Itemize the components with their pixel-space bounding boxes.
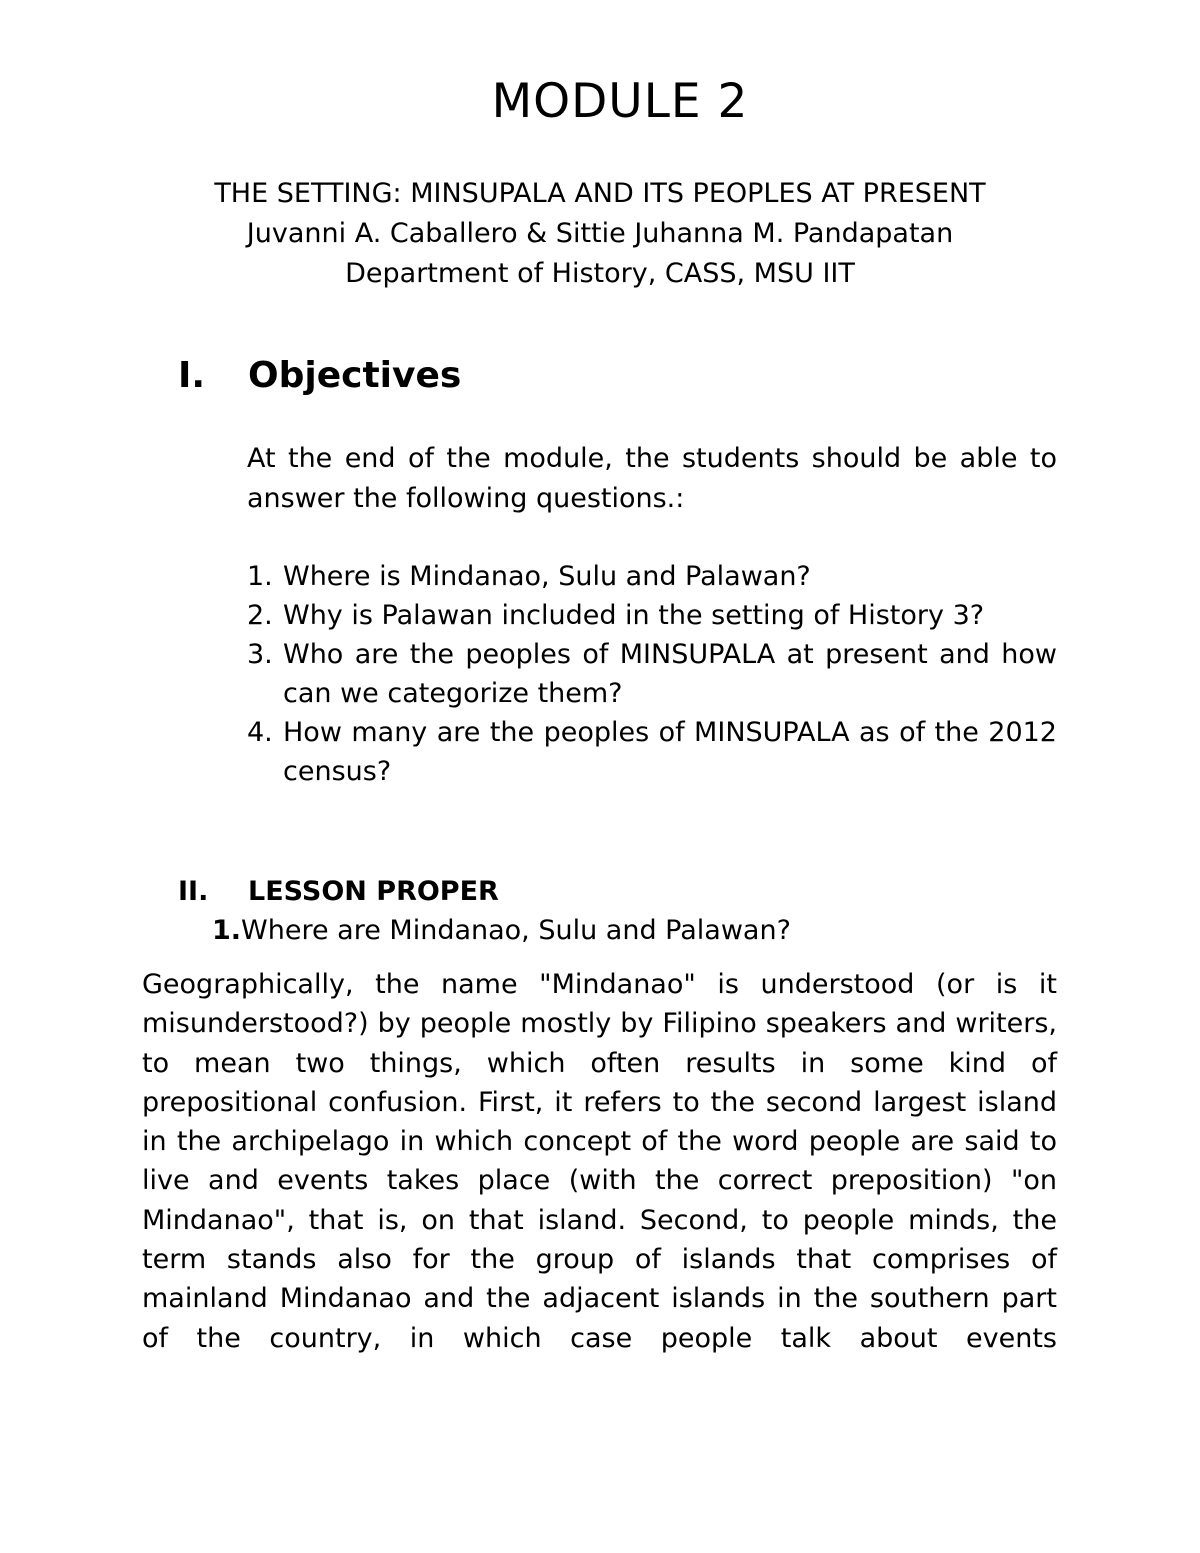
authors-line: Juvanni A. Caballero & Sittie Juhanna M. Pandapatan bbox=[246, 218, 954, 249]
lesson-subquestion-number: 1. bbox=[212, 915, 242, 946]
lesson-subquestion-text: Where are Mindanao, Sulu and Palawan? bbox=[241, 915, 791, 946]
list-item-text: Where is Mindanao, Sulu and Palawan? bbox=[283, 561, 811, 592]
objectives-heading-text: Objectives bbox=[248, 355, 462, 396]
list-item bbox=[247, 557, 1057, 596]
module-title: MODULE 2 bbox=[491, 74, 749, 129]
list-item-number: 4. bbox=[247, 717, 273, 748]
list-item-number: 3. bbox=[247, 639, 273, 670]
list-item bbox=[247, 596, 1057, 635]
lesson-proper-heading-text: LESSON PROPER bbox=[248, 876, 499, 907]
list-item-number: 2. bbox=[247, 600, 273, 631]
list-item-text: Who are the peoples of MINSUPALA at present and how can we categorize them? bbox=[283, 639, 1057, 709]
objectives-number: I. bbox=[178, 355, 206, 396]
list-item-text: Why is Palawan included in the setting of History 3? bbox=[283, 600, 985, 631]
list-item-number: 1. bbox=[247, 561, 273, 592]
list-item bbox=[247, 713, 1057, 791]
lesson-proper-heading bbox=[178, 872, 499, 912]
lesson-subquestion bbox=[212, 911, 791, 951]
lesson-proper-number: II. bbox=[178, 876, 209, 907]
department-line: Department of History, CASS, MSU IIT bbox=[345, 258, 855, 289]
objectives-intro: At the end of the module, the students should be able to answer the following questions.: bbox=[247, 443, 1057, 514]
objectives-heading bbox=[178, 352, 461, 400]
list-item bbox=[247, 635, 1057, 713]
objectives-question-list bbox=[247, 557, 1057, 791]
list-item-text: How many are the peoples of MINSUPALA as of the 2012 census? bbox=[283, 717, 1057, 787]
lesson-paragraph: Geographically, the name "Mindanao" is understood (or is it misunderstood?) by people mostly by Filipino speakers and writers, to mean two things, which often results in some kind of prepositional confusion. First, it refers to the second largest island in the archipelago in which concept of the word people are said to live and events takes place (with the correct preposition) "on Mindanao", that is, on that island. Second, to people minds, the term stands also for the group of islands that comprises of mainland Mindanao and the adjacent islands in the southern part of the country, in which case people talk about events bbox=[142, 969, 1057, 1354]
module-subtitle: THE SETTING: MINSUPALA AND ITS PEOPLES AT PRESENT bbox=[214, 178, 986, 209]
